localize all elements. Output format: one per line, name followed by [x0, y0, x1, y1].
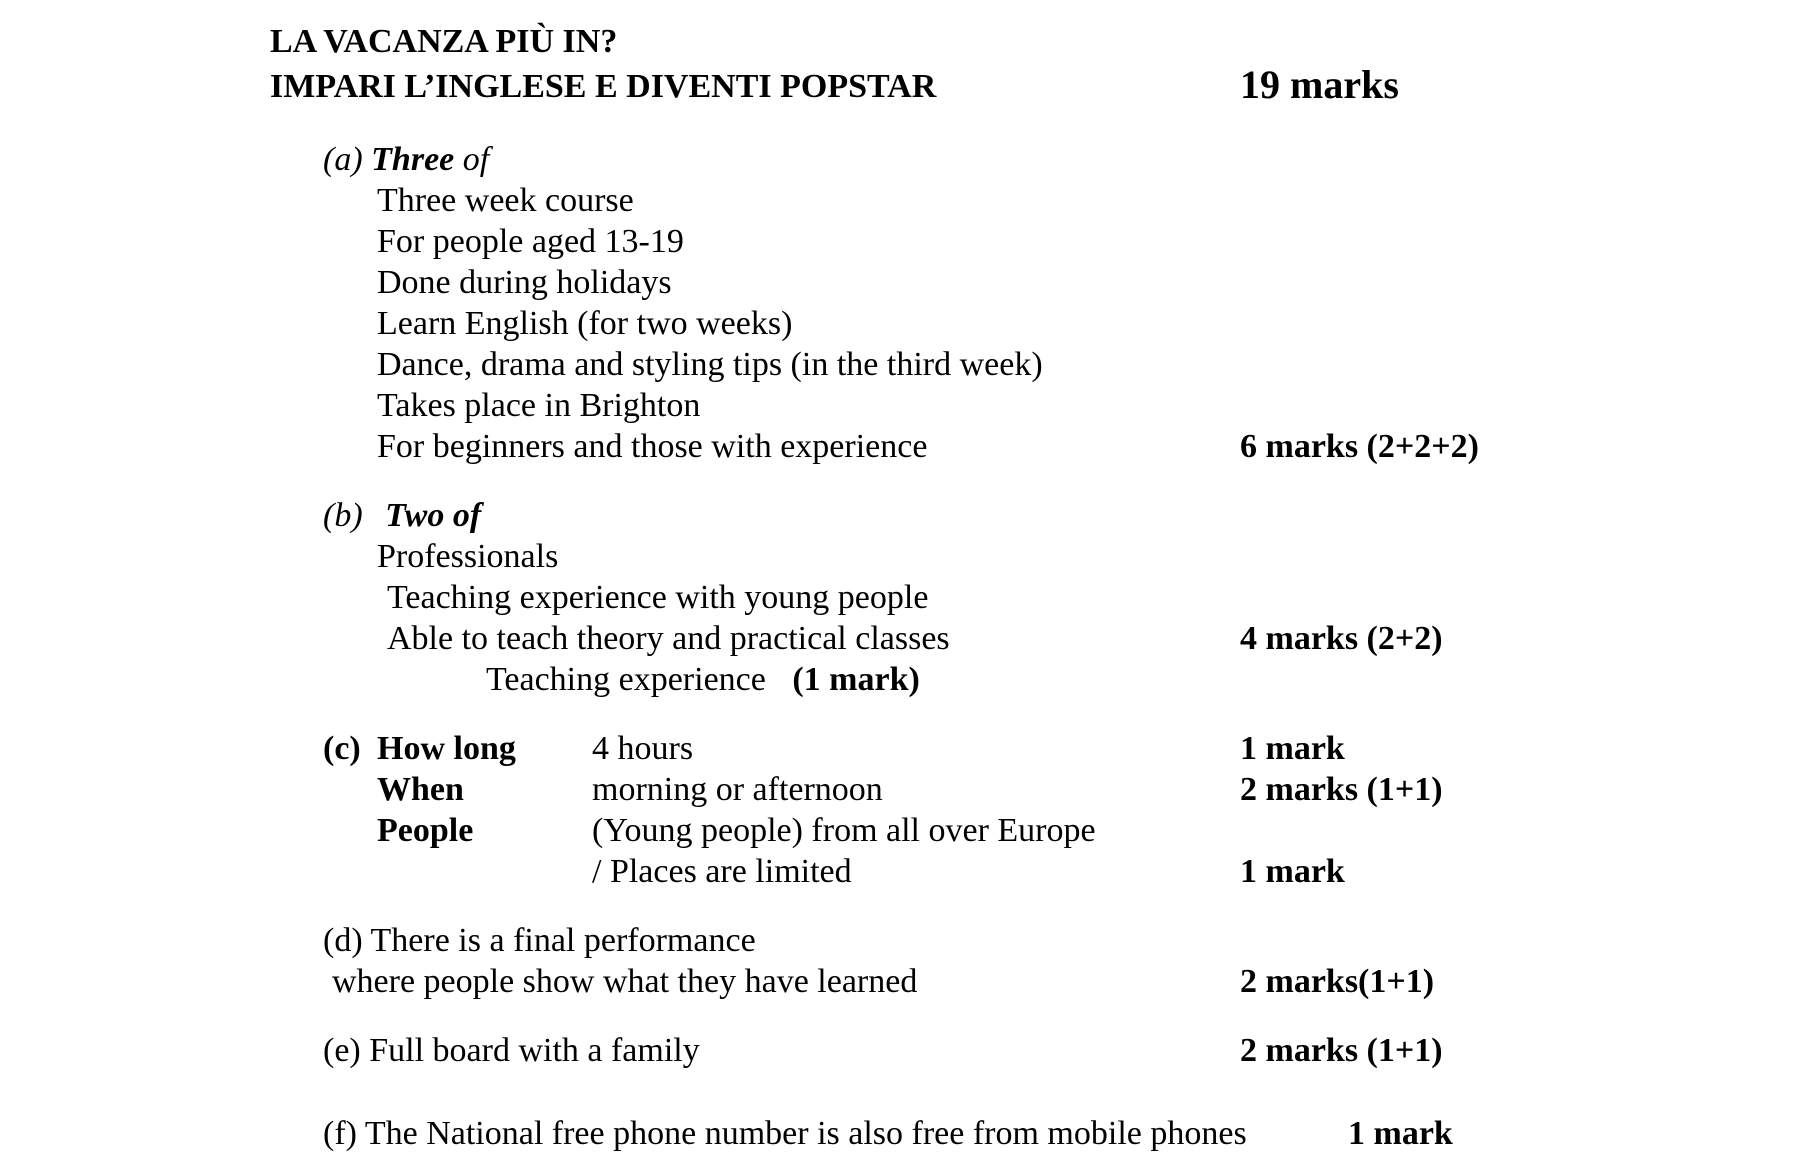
section-f-marks: 1 mark [1348, 1115, 1453, 1152]
title-line-1: LA VACANZA PIÙ IN? [270, 23, 618, 60]
section-a-item: Takes place in Brighton [377, 387, 701, 424]
section-b-label: (b) [323, 497, 363, 534]
section-a-heading [323, 140, 489, 180]
section-d-line-2: where people show what they have learned [332, 963, 918, 1000]
section-c-value: / Places are limited [592, 853, 852, 890]
section-a-item: For people aged 13-19 [377, 223, 684, 260]
section-c-value: 4 hours [592, 730, 694, 767]
section-a-intro-bold: Three [371, 141, 455, 178]
section-d-line-1: (d) There is a final performance [323, 922, 756, 959]
section-a-item: For beginners and those with experience [377, 428, 928, 465]
section-c-value: (Young people) from all over Europe [592, 812, 1096, 849]
total-marks: 19 marks [1240, 62, 1399, 107]
section-b-item: Professionals [377, 538, 559, 575]
section-e-text: (e) Full board with a family [323, 1032, 700, 1069]
section-a-item: Dance, drama and styling tips (in the third week) [377, 346, 1043, 383]
section-e-marks: 2 marks (1+1) [1240, 1032, 1443, 1069]
section-b-heading [323, 496, 481, 536]
title-line-2: IMPARI L’INGLESE E DIVENTI POPSTAR [270, 68, 937, 105]
section-c-label: (c) [323, 730, 361, 767]
section-b-intro: Two of [385, 497, 482, 534]
section-b-alternative [486, 660, 920, 700]
section-c-marks: 1 mark [1240, 730, 1345, 767]
section-c-marks: 1 mark [1240, 853, 1345, 890]
section-a-item: Learn English (for two weeks) [377, 305, 793, 342]
section-a-marks: 6 marks (2+2+2) [1240, 428, 1479, 465]
section-c-marks: 2 marks (1+1) [1240, 771, 1443, 808]
section-c-key: People [377, 812, 474, 849]
section-d-marks: 2 marks(1+1) [1240, 963, 1435, 1000]
section-b-item: Able to teach theory and practical classes [387, 620, 950, 657]
section-b-alt-text: Teaching experience [486, 661, 766, 698]
section-c-value: morning or afternoon [592, 771, 883, 808]
section-a-intro-rest: of [454, 141, 490, 178]
section-a-label: (a) [323, 141, 363, 178]
section-b-alt-marks: (1 mark) [792, 661, 920, 698]
section-b-marks: 4 marks (2+2) [1240, 620, 1443, 657]
section-c-key: How long [377, 730, 516, 767]
section-f-text: (f) The National free phone number is also free from mobile phones [323, 1115, 1247, 1152]
section-b-item: Teaching experience with young people [387, 579, 929, 616]
section-c-key: When [377, 771, 464, 808]
section-a-item: Three week course [377, 182, 634, 219]
section-a-item: Done during holidays [377, 264, 672, 301]
